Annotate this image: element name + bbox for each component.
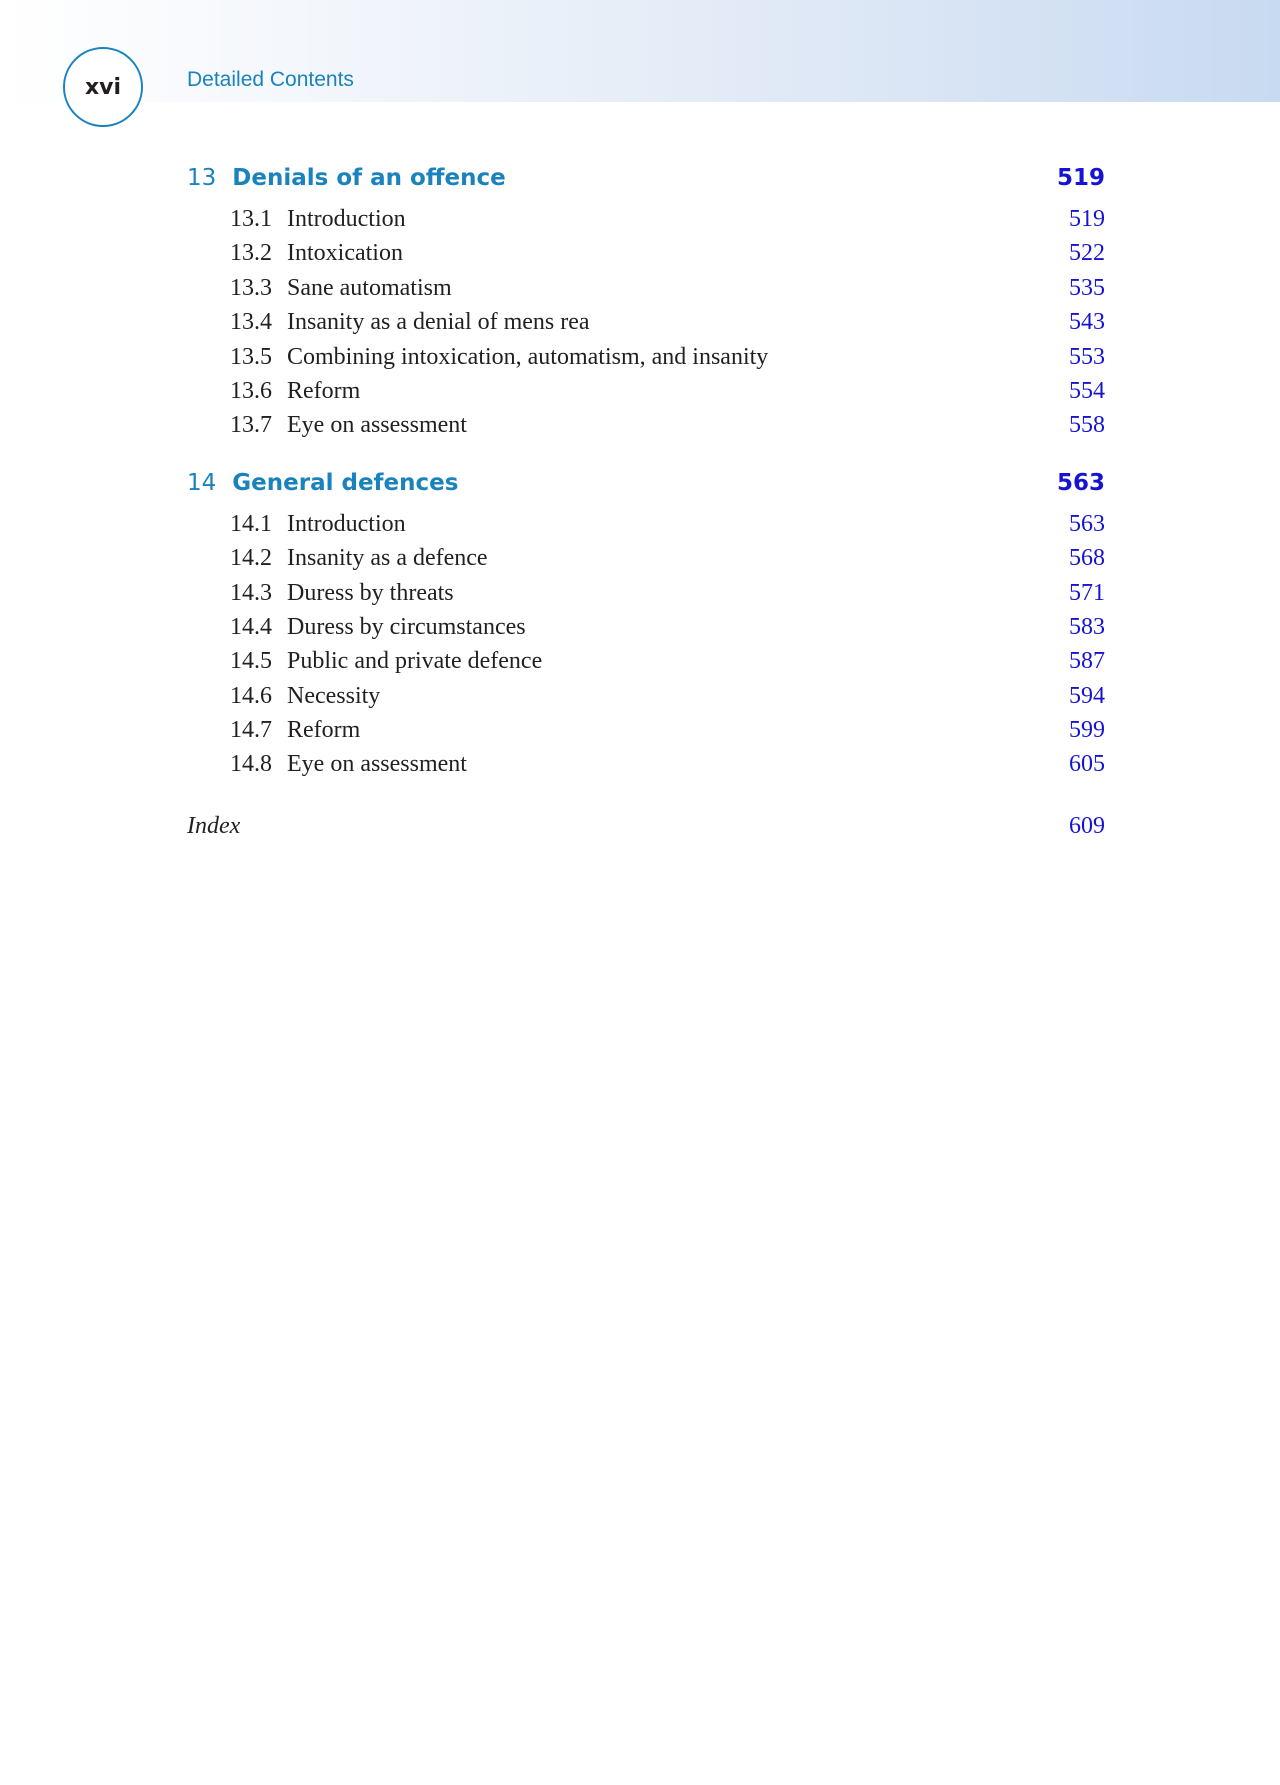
toc-entry-14-6[interactable] [230, 679, 1105, 713]
toc-entry-14-3[interactable] [230, 576, 1105, 610]
chapter-13-heading[interactable] [187, 158, 1105, 198]
section-page-link[interactable]: 568 [1069, 545, 1105, 572]
section-title: Sane automatism [287, 274, 452, 301]
chapter-number: 14 [187, 469, 217, 496]
section-number: 13.3 [230, 274, 272, 301]
section-number: 14.8 [230, 751, 272, 778]
section-title: Introduction [287, 510, 406, 537]
section-title: Eye on assessment [287, 751, 467, 778]
toc-entry-13-3[interactable] [230, 271, 1105, 305]
section-title: Combining intoxication, automatism, and insanity [287, 343, 769, 370]
page-number-badge: xvi [63, 47, 143, 127]
toc-entry-14-7[interactable] [230, 713, 1105, 747]
section-number: 14.2 [230, 545, 272, 572]
section-page-link[interactable]: 554 [1069, 377, 1105, 404]
section-number: 13.6 [230, 377, 272, 404]
section-page-link[interactable]: 519 [1069, 206, 1105, 232]
section-title: Intoxication [287, 240, 403, 267]
section-page-link[interactable]: 571 [1069, 579, 1105, 606]
chapter-title: Denials of an offence [232, 165, 506, 191]
section-title: Introduction [287, 206, 406, 232]
section-title: Insanity as a denial of mens rea [287, 309, 590, 336]
section-number: 13.7 [230, 412, 272, 439]
section-title: Eye on assessment [287, 412, 467, 439]
section-page-link[interactable]: 594 [1069, 682, 1105, 709]
section-title: Duress by threats [287, 579, 454, 606]
toc-entry-14-8[interactable] [230, 747, 1105, 781]
table-of-contents [187, 158, 1105, 844]
section-page-link[interactable]: 599 [1069, 717, 1105, 744]
chapter-number: 13 [187, 165, 217, 191]
toc-entry-13-5[interactable] [230, 340, 1105, 374]
section-number: 14.5 [230, 648, 272, 675]
section-number: 14.3 [230, 579, 272, 606]
section-number: 14.4 [230, 613, 272, 640]
toc-entry-13-7[interactable] [230, 408, 1105, 442]
section-title: Reform [287, 717, 361, 744]
section-title: Public and private defence [287, 648, 543, 675]
toc-entry-14-4[interactable] [230, 610, 1105, 644]
section-page-link[interactable]: 587 [1069, 648, 1105, 675]
toc-entry-index[interactable] [187, 808, 1105, 844]
section-title: Duress by circumstances [287, 613, 526, 640]
toc-entry-13-4[interactable] [230, 305, 1105, 339]
toc-entry-13-6[interactable] [230, 374, 1105, 408]
section-number: 13.2 [230, 240, 272, 267]
section-page-link[interactable]: 558 [1069, 412, 1105, 439]
section-number: 14.7 [230, 717, 272, 744]
toc-entry-14-5[interactable] [230, 644, 1105, 678]
chapter-13-sections [230, 202, 1105, 443]
section-title: Necessity [287, 682, 381, 709]
running-head: Detailed Contents [187, 68, 354, 91]
toc-entry-13-2[interactable] [230, 236, 1105, 270]
section-number: 13.5 [230, 343, 272, 370]
section-number: 14.6 [230, 682, 272, 709]
section-page-link[interactable]: 522 [1069, 240, 1105, 267]
chapter-14-sections [230, 507, 1105, 782]
index-label: Index [187, 812, 241, 839]
section-page-link[interactable]: 605 [1069, 751, 1105, 778]
chapter-page-link[interactable]: 519 [1056, 165, 1105, 191]
section-number: 13.1 [230, 206, 272, 232]
chapter-page-link[interactable]: 563 [1056, 469, 1105, 496]
toc-entry-14-2[interactable] [230, 541, 1105, 575]
section-page-link[interactable]: 563 [1069, 510, 1105, 537]
section-page-link[interactable]: 583 [1069, 613, 1105, 640]
section-page-link[interactable]: 553 [1069, 343, 1105, 370]
index-page-link[interactable]: 609 [1069, 812, 1105, 839]
section-title: Reform [287, 377, 361, 404]
section-page-link[interactable]: 535 [1069, 274, 1105, 301]
section-page-link[interactable]: 543 [1069, 309, 1105, 336]
toc-entry-14-1[interactable] [230, 507, 1105, 541]
section-number: 14.1 [230, 510, 272, 537]
chapter-14-heading[interactable] [187, 463, 1105, 503]
section-number: 13.4 [230, 309, 272, 336]
chapter-gap [187, 443, 1105, 463]
chapter-title: General defences [232, 469, 459, 496]
section-title: Insanity as a defence [287, 545, 488, 572]
toc-entry-13-1[interactable] [230, 202, 1105, 236]
